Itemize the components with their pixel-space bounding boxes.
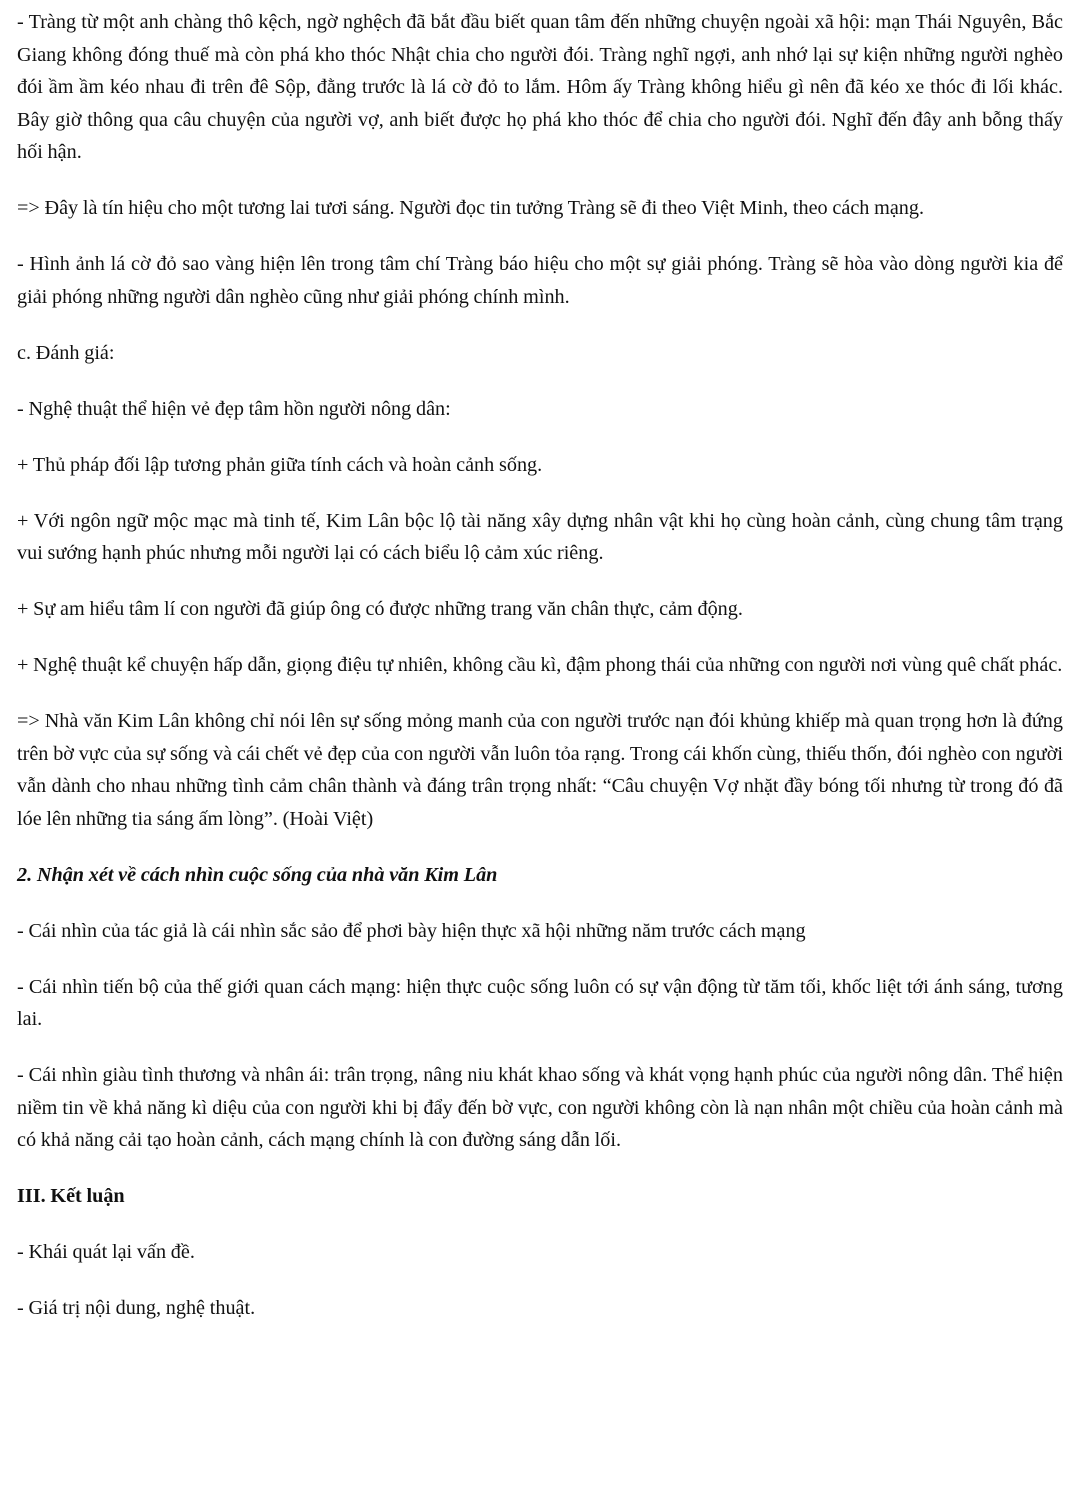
paragraph-art-intro: - Nghệ thuật thể hiện vẻ đẹp tâm hồn người nông dân:	[17, 397, 451, 420]
paragraph-bright-future: => Đây là tín hiệu cho một tương lai tươi sáng. Người đọc tin tưởng Tràng sẽ đi theo Việt Minh, theo cách mạng.	[17, 197, 925, 219]
paragraph-language: + Với ngôn ngữ mộc mạc mà tinh tế, Kim Lân bộc lộ tài năng xây dựng nhân vật khi họ cùng hoàn cảnh, cùng chung tâm trạng vui sướng hạnh phúc nhưng mỗi người lại có cách biểu lộ cảm xúc riêng.	[17, 509, 1063, 564]
paragraph-values: - Giá trị nội dung, nghệ thuật.	[17, 1297, 256, 1319]
document-body	[17, 6, 1063, 1348]
section-heading-2: 2. Nhận xét về cách nhìn cuộc sống của nhà văn Kim Lân	[17, 863, 498, 886]
paragraph-summary: - Khái quát lại vấn đề.	[17, 1241, 195, 1263]
subheading-evaluation: c. Đánh giá:	[17, 341, 115, 364]
paragraph-red-flag: - Hình ảnh lá cờ đỏ sao vàng hiện lên trong tâm chí Tràng báo hiệu cho một sự giải phóng. Tràng sẽ hòa vào dòng người kia để giải phóng những người dân nghèo cũng như giải phóng chính mình.	[17, 253, 1063, 308]
paragraph-progressive-view: - Cái nhìn tiến bộ của thế giới quan cách mạng: hiện thực cuộc sống luôn có sự vận động từ tăm tối, khốc liệt tới ánh sáng, tương lai.	[17, 975, 1063, 1030]
section-heading-3: III. Kết luận	[17, 1185, 125, 1207]
paragraph-storytelling: + Nghệ thuật kể chuyện hấp dẫn, giọng điệu tự nhiên, không cầu kì, đậm phong thái của những con người nơi vùng quê chất phác.	[17, 654, 1063, 676]
paragraph-humane-view: - Cái nhìn giàu tình thương và nhân ái: trân trọng, nâng niu khát khao sống và khát vọng hạnh phúc của người nông dân. Thể hiện niềm tin về khả năng kì diệu của con người khi bị đẩy đến bờ vực, con người không còn là nạn nhân một chiều của hoàn cảnh mà có khả năng cải tạo hoàn cảnh, cách mạng chính là con đường sáng dẫn lối.	[17, 1064, 1063, 1151]
paragraph-sharp-view: - Cái nhìn của tác giả là cái nhìn sắc sảo để phơi bày hiện thực xã hội những năm trước cách mạng	[17, 919, 806, 942]
paragraph-trang-awareness: - Tràng từ một anh chàng thô kệch, ngờ nghệch đã bắt đầu biết quan tâm đến những chuyện ngoài xã hội: mạn Thái Nguyên, Bắc Giang không đóng thuế mà còn phá kho thóc Nhật chia cho người đói. Tràng nghĩ ngợi, anh nhớ lại sự kiện những người nghèo đói ầm ầm kéo nhau đi trên đê Sộp, đằng trước là lá cờ đỏ to lắm. Hôm ấy Tràng không hiểu gì nên đã kéo xe thóc đi lối khác. Bây giờ thông qua câu chuyện của người vợ, anh biết được họ phá kho thóc để chia cho người đói. Nghĩ đến đây anh bỗng thấy hối hận.	[17, 11, 1063, 163]
paragraph-conclusion-kim-lan: => Nhà văn Kim Lân không chỉ nói lên sự sống mỏng manh của con người trước nạn đói khủng khiếp mà quan trọng hơn là đứng trên bờ vực của sự sống và cái chết vẻ đẹp của con người vẫn luôn tỏa rạng. Trong cái khốn cùng, thiếu thốn, đói nghèo con người vẫn dành cho nhau những tình cảm chân thành và đáng trân trọng nhất: “Câu chuyện Vợ nhặt đầy bóng tối nhưng từ trong đó đã lóe lên những tia sáng ấm lòng”. (Hoài Việt)	[17, 710, 1063, 830]
paragraph-psychology: + Sự am hiểu tâm lí con người đã giúp ông có được những trang văn chân thực, cảm động.	[17, 598, 743, 620]
paragraph-contrast-technique: + Thủ pháp đối lập tương phản giữa tính cách và hoàn cảnh sống.	[17, 453, 543, 476]
